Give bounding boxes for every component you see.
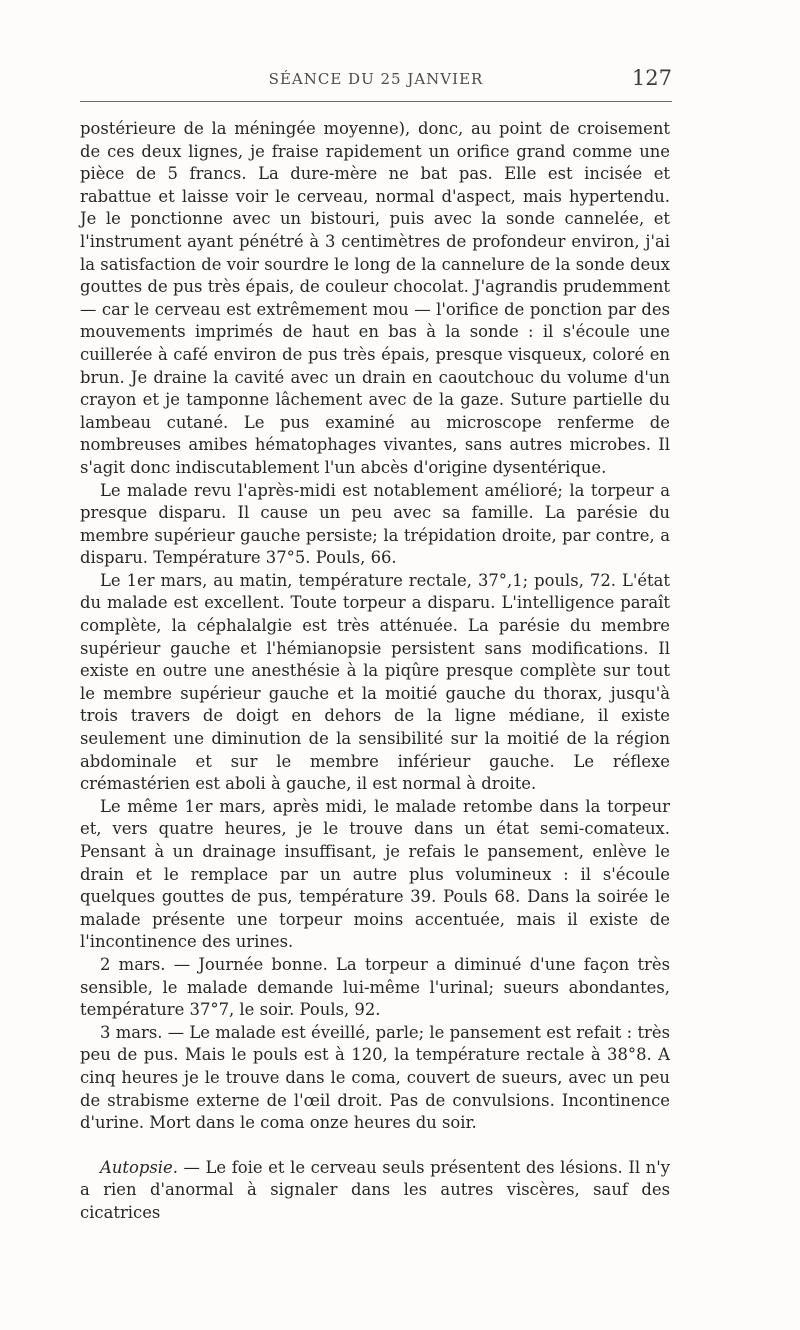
paragraph: Le même 1er mars, après midi, le malade retombe dans la torpeur et, vers quatre heures, je le trouve dans un état semi-comateux. Pensant à un drainage insuffisant, je refais le pansement, enlève le drain et le remplace par un autre plus volumineux : il s'écoule quelques gouttes de pus, température 39. Pouls 68. Dans la soirée le malade présente une torpeur moins accentuée, mais il existe de l'incontinence des urines. [80,796,670,952]
running-title: SÉANCE DU 25 JANVIER [268,70,484,88]
page-number: 127 [631,66,672,90]
autopsy-text: — Le foie et le cerveau seuls présentent des lésions. Il n'y a rien d'anormal à signaler dans les autres viscères, sauf des cicatrices [80,1157,670,1222]
paragraph: 2 mars. — Journée bonne. La torpeur a diminué d'une façon très sensible, le malade demande lui-même l'urinal; sueurs abondantes, température 37°7, le soir. Pouls, 92. [80,954,670,1020]
page-header [80,64,672,98]
body-text [80,118,670,1225]
paragraph: Le malade revu l'après-midi est notablement amélioré; la torpeur a presque disparu. Il cause un peu avec sa famille. La parésie du membre supérieur gauche persiste; la trépidation droite, par contre, a disparu. Température 37°5. Pouls, 66. [80,480,670,568]
autopsy-paragraph [80,1157,670,1225]
autopsy-lead: Autopsie. [100,1157,178,1177]
header-rule [80,101,672,102]
paragraph: 3 mars. — Le malade est éveillé, parle; le pansement est refait : très peu de pus. Mais le pouls est à 120, la température rectale à 38°8. A cinq heures je le trouve dans le coma, couvert de sueurs, avec un peu de strabisme externe de l'œil droit. Pas de convulsions. Incontinence d'urine. Mort dans le coma onze heures du soir. [80,1022,670,1133]
paragraph: Le 1er mars, au matin, température rectale, 37°,1; pouls, 72. L'état du malade est excellent. Toute torpeur a disparu. L'intelligence paraît complète, la céphalalgie est très atténuée. La parésie du membre supérieur gauche et l'hémianopsie persistent sans modifications. Il existe en outre une anesthésie à la piqûre presque complète sur tout le membre supérieur gauche et la moitié gauche du thorax, jusqu'à trois travers de doigt en dehors de la ligne médiane, il existe seulement une diminution de la sensibilité sur la moitié de la région abdominale et sur le membre inférieur gauche. Le réflexe crémastérien est aboli à gauche, il est normal à droite. [80,570,670,794]
paragraph: postérieure de la méningée moyenne), donc, au point de croisement de ces deux lignes, je fraise rapidement un orifice grand comme une pièce de 5 francs. La dure-mère ne bat pas. Elle est incisée et rabattue et laisse voir le cerveau, normal d'aspect, mais hypertendu. Je le ponctionne avec un bistouri, puis avec la sonde cannelée, et l'instrument ayant pénétré à 3 centimètres de profondeur environ, j'ai la satisfaction de voir sourdre le long de la cannelure de la sonde deux gouttes de pus très épais, de couleur chocolat. J'agrandis prudemment — car le cerveau est extrêmement mou — l'orifice de ponction par des mouvements imprimés de haut en bas à la sonde : il s'écoule une cuillerée à café environ de pus très épais, presque visqueux, coloré en brun. Je draine la cavité avec un drain en caoutchouc du volume d'un crayon et je tamponne lâchement avec de la gaze. Suture partielle du lambeau cutané. Le pus examiné au microscope renferme de nombreuses amibes hématophages vivantes, sans autres microbes. Il s'agit donc indiscutablement l'un abcès d'origine dysentérique. [80,119,670,477]
